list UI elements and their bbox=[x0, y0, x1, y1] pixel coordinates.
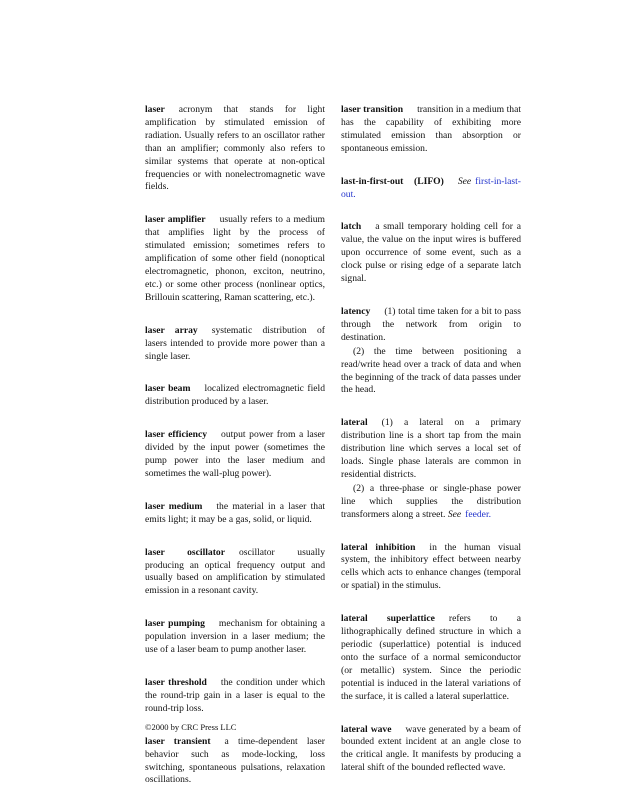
entry-definition: a small temporary holding cell for a value, the value on the input wires is buffered upon occurrence of some event, such as a clock pulse or rising edge of a separate latch signal. bbox=[341, 221, 521, 285]
glossary-entry bbox=[145, 104, 325, 194]
glossary-entry bbox=[145, 547, 325, 599]
entry-term: laser threshold bbox=[145, 677, 207, 688]
glossary-entry bbox=[341, 176, 521, 202]
entry-term: latency bbox=[341, 305, 371, 317]
entry-term: lateral inhibition bbox=[341, 541, 416, 553]
entry-definition: wave generated by a beam of bounded extent incident at an angle close to the critical angle. It manifests by producing a lateral shift of the bounded reflected wave. bbox=[341, 723, 521, 774]
cross-reference-link[interactable]: feeder. bbox=[465, 508, 492, 520]
entry-term: last-in-first-out (LIFO) bbox=[341, 175, 444, 187]
entry-term: lateral superlattice bbox=[341, 613, 435, 625]
entry-term: laser transition bbox=[341, 104, 404, 115]
glossary-entry bbox=[145, 325, 325, 364]
glossary-entry bbox=[341, 417, 521, 521]
glossary-entry bbox=[341, 104, 521, 156]
entry-definition: oscillator usually producing an optical frequency output and usually based on amplification by stimulated emission in a resonant cavity. bbox=[145, 546, 325, 597]
entry-definition: (1) total time taken for a bit to pass through the network from origin to destination. bbox=[341, 305, 521, 343]
left-column bbox=[145, 104, 325, 807]
glossary-entry bbox=[341, 613, 521, 703]
entry-definition: acronym that stands for light amplification by stimulated emission of radiation. Usually refers to an oscillator rather than an amplifier; commonly also refers to similar systems that operate at non-optical frequencies or with nonelectromagnetic wave fields. bbox=[145, 104, 325, 193]
entry-term: lateral bbox=[341, 417, 368, 429]
entry-definition: refers to a lithographically defined structure in which a periodic (superlattice) potential is induced onto the surface of a normal semiconductor (or metallic) system. Since the periodic potential is induced in the lateral variations of the surface, it is called a lateral superlattice. bbox=[341, 613, 521, 702]
entry-definition: a time-dependent laser behavior such as mode-locking, loss switching, spontaneous pulsations, relaxation oscillations. bbox=[145, 735, 325, 786]
see-label: See bbox=[457, 175, 472, 187]
glossary-entry bbox=[145, 677, 325, 716]
glossary-entry bbox=[341, 542, 521, 594]
entry-definition: localized electromagnetic field distribution produced by a laser. bbox=[145, 383, 325, 408]
entry-term: lateral wave bbox=[341, 723, 392, 735]
glossary-entry bbox=[145, 383, 325, 409]
entry-definition: output power from a laser divided by the input power (sometimes the pump power into the laser medium and sometimes the wall-plug power). bbox=[145, 429, 326, 479]
entry-term: laser array bbox=[145, 324, 198, 336]
entry-term: laser efficiency bbox=[145, 429, 208, 441]
entry-term: laser amplifier bbox=[145, 214, 206, 226]
entry-term: laser transient bbox=[145, 735, 211, 747]
glossary-entry bbox=[145, 618, 325, 657]
entry-definition: usually refers to a medium that amplifies light by the process of stimulated emission; sometimes refers to amplification of some other field (nonoptical electromagnetic, phonon, exciton, neutrino, etc.) or some other process (nonlinear optics, Brillouin scattering, Raman scattering, etc.). bbox=[145, 214, 325, 303]
entry-term: latch bbox=[341, 221, 362, 233]
glossary-entry bbox=[341, 724, 521, 776]
right-column bbox=[341, 104, 521, 795]
entry-term: laser medium bbox=[145, 500, 203, 512]
see-label: See bbox=[447, 508, 462, 520]
entry-term: laser pumping bbox=[145, 618, 205, 630]
cross-reference-link[interactable]: first-in-last-out. bbox=[341, 175, 521, 200]
entry-definition: the material in a laser that emits light; it may be a gas, solid, or liquid. bbox=[145, 500, 326, 525]
copyright-footer: ©2000 by CRC Press LLC bbox=[145, 722, 237, 732]
entry-definition: (1) a lateral on a primary distribution line is a short tap from the main distribution line which serves a local set of loads. Single phase laterals are common in residential districts. bbox=[341, 417, 521, 480]
glossary-entry bbox=[341, 306, 521, 397]
entry-definition: in the human visual system, the inhibitory effect between nearby cells which acts to enhance changes (temporal or spatial) in the stimulus. bbox=[341, 541, 521, 592]
entry-definition: systematic distribution of lasers intended to provide more power than a single laser. bbox=[145, 324, 325, 362]
glossary-entry bbox=[341, 221, 521, 286]
entry-definition: mechanism for obtaining a population inversion in a laser medium; the use of a laser beam to pump another laser. bbox=[145, 618, 325, 656]
entry-term: laser beam bbox=[145, 383, 191, 395]
glossary-entry bbox=[145, 501, 325, 527]
entry-term: laser bbox=[145, 104, 165, 115]
entry-definition: the condition under which the round-trip gain in a laser is equal to the round-trip loss. bbox=[145, 677, 325, 714]
glossary-entry bbox=[145, 429, 325, 481]
glossary-entry bbox=[145, 214, 325, 304]
entry-definition-continued: (2) a three-phase or single-phase power line which supplies the distribution transformers along a street. bbox=[341, 482, 521, 520]
glossary-entry bbox=[145, 736, 325, 788]
entry-definition-continued: (2) the time between positioning a read/write head over a track of data and when the beginning of the track of data passes under the head. bbox=[341, 345, 521, 396]
entry-definition: transition in a medium that has the capability of exhibiting more stimulated emission than absorption or spontaneous emission. bbox=[341, 104, 521, 154]
entry-term: laser oscillator bbox=[145, 546, 225, 558]
